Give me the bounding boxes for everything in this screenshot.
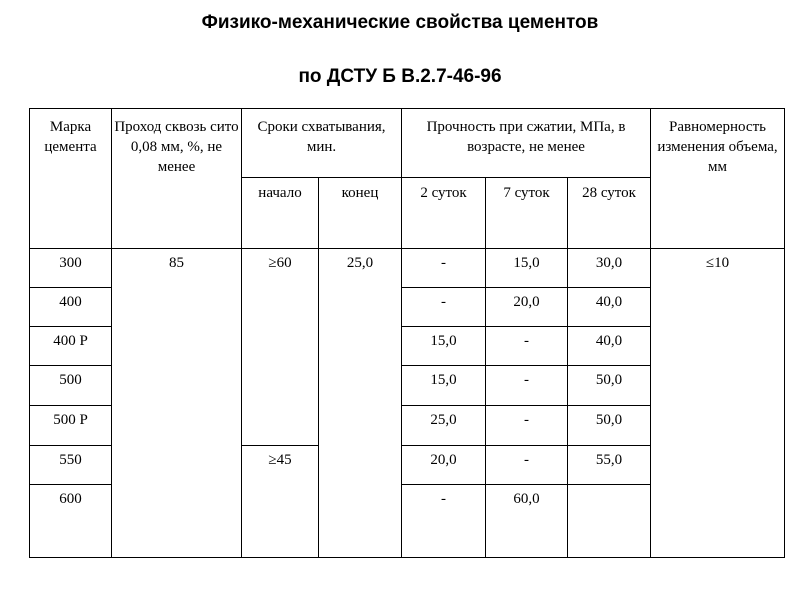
cell-grade: 500 Р [30, 406, 112, 446]
cell-grade: 400 Р [30, 327, 112, 366]
page-subtitle: по ДСТУ Б В.2.7-46-96 [298, 66, 502, 87]
cell-grade: 550 [30, 446, 112, 485]
header-setting-start: начало [242, 178, 319, 249]
header-grade: Марка цемента [30, 109, 112, 249]
cell-2-days: 15,0 [402, 366, 486, 406]
cell-28-days: 55,0 [568, 446, 651, 485]
cell-7-days: 15,0 [486, 249, 568, 288]
cell-setting-start: ≥45 [242, 446, 319, 558]
header-setting-time: Сроки схватывания, мин. [242, 109, 402, 178]
cell-setting-start: ≥60 [242, 249, 319, 446]
cell-7-days: - [486, 446, 568, 485]
cell-grade: 600 [30, 485, 112, 558]
cell-grade: 500 [30, 366, 112, 406]
cell-2-days: 20,0 [402, 446, 486, 485]
header-setting-end: конец [319, 178, 402, 249]
cell-2-days: 15,0 [402, 327, 486, 366]
cell-28-days: 50,0 [568, 406, 651, 446]
cell-setting-end: 25,0 [319, 249, 402, 558]
cell-7-days: - [486, 366, 568, 406]
header-7-days: 7 суток [486, 178, 568, 249]
cell-7-days: 20,0 [486, 288, 568, 327]
header-2-days: 2 суток [402, 178, 486, 249]
cell-7-days: 60,0 [486, 485, 568, 558]
cement-properties-table [29, 108, 785, 558]
cell-2-days: - [402, 249, 486, 288]
header-uniformity: Равномерность изменения объема, мм [651, 109, 785, 249]
cell-28-days: 30,0 [568, 249, 651, 288]
cell-28-days: 40,0 [568, 327, 651, 366]
cell-28-days: 50,0 [568, 366, 651, 406]
header-28-days: 28 суток [568, 178, 651, 249]
header-strength: Прочность при сжатии, МПа, в возрасте, не менее [402, 109, 651, 178]
cell-7-days: - [486, 327, 568, 366]
table-row [30, 249, 785, 288]
cell-2-days: 25,0 [402, 406, 486, 446]
cell-2-days: - [402, 288, 486, 327]
cell-grade: 400 [30, 288, 112, 327]
page-title: Физико-механические свойства цементов [201, 12, 599, 33]
cell-2-days: - [402, 485, 486, 558]
cell-28-days: 40,0 [568, 288, 651, 327]
cell-7-days: - [486, 406, 568, 446]
header-sieve: Проход сквозь сито 0,08 мм, %, не менее [112, 109, 242, 249]
cell-28-days [568, 485, 651, 558]
cell-grade: 300 [30, 249, 112, 288]
cell-uniformity: ≤10 [651, 249, 785, 558]
cell-sieve: 85 [112, 249, 242, 558]
